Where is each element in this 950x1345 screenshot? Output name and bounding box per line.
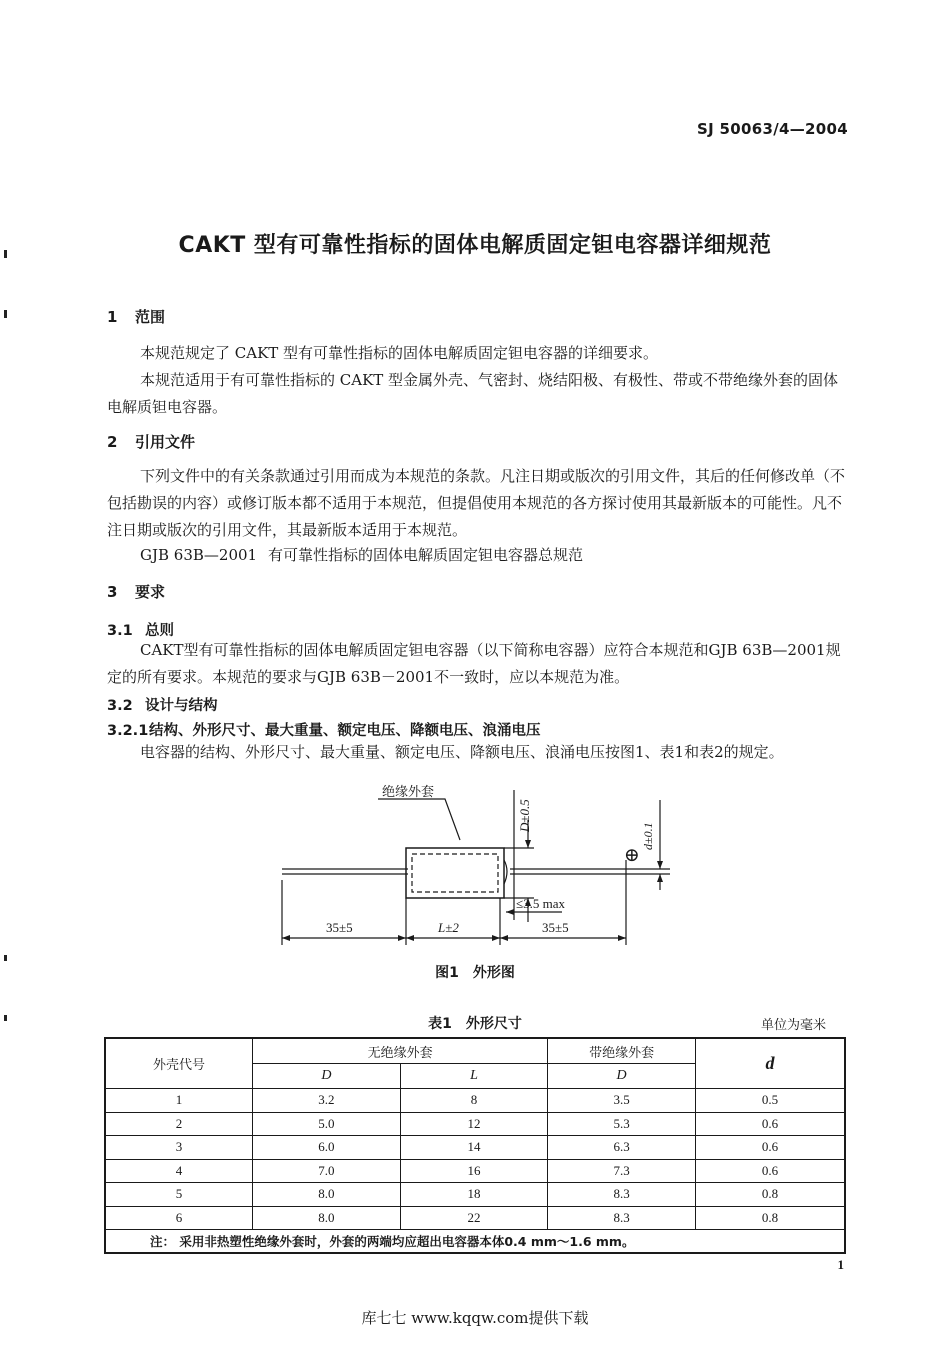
section-title: 设计与结构 bbox=[145, 698, 218, 714]
capacitor-body bbox=[406, 848, 504, 898]
section-title: 引用文件 bbox=[135, 433, 196, 451]
header-with-sleeve: 带绝缘外套 bbox=[548, 1038, 696, 1064]
arrowhead bbox=[657, 874, 663, 882]
table-note-row bbox=[105, 1230, 845, 1254]
header-lead-diameter: d bbox=[695, 1038, 845, 1089]
table-cell: 3.5 bbox=[548, 1089, 696, 1113]
table-row bbox=[105, 1089, 845, 1113]
document-title: CAKT 型有可靠性指标的固体电解质固定钽电容器详细规范 bbox=[178, 233, 772, 258]
table-cell: 0.5 bbox=[695, 1089, 845, 1113]
arrowhead bbox=[506, 909, 514, 915]
arrowhead bbox=[398, 935, 406, 941]
table-unit: 单位为毫米 bbox=[760, 1018, 826, 1033]
sleeve-outline bbox=[412, 854, 498, 892]
table-row bbox=[105, 1112, 845, 1136]
table-cell: 6.0 bbox=[253, 1136, 401, 1160]
section-number: 3.2 bbox=[107, 698, 133, 714]
arrowhead bbox=[500, 935, 508, 941]
table-cell: 5.0 bbox=[253, 1112, 401, 1136]
sleeve-leader-line bbox=[378, 799, 460, 840]
gap-dimension-label: ≤3.5 max bbox=[516, 896, 566, 911]
reference-id: GJB 63B—2001 bbox=[140, 546, 258, 564]
table-cell: 18 bbox=[400, 1183, 548, 1207]
arrowhead bbox=[525, 840, 531, 848]
scan-mark bbox=[4, 955, 7, 961]
paragraph: 电容器的结构、外形尺寸、最大重量、额定电压、降额电压、浪涌电压按图1、表1和表2的规定。 bbox=[140, 743, 784, 761]
body-length-dimension-label: L±2 bbox=[438, 920, 459, 935]
section-title: 总则 bbox=[145, 623, 174, 639]
header-case-code: 外壳代号 bbox=[105, 1038, 253, 1089]
paragraph: CAKT型有可靠性指标的固体电解质固定钽电容器（以下简称电容器）应符合本规范和GJB 63B—2001规定的所有要求。本规范的要求与GJB 63B－2001不一致时，应以本规范为准。 bbox=[107, 641, 841, 686]
table-cell: 0.6 bbox=[695, 1136, 845, 1160]
section-3-2-heading bbox=[107, 694, 218, 715]
section-number: 3 bbox=[107, 583, 118, 601]
table-cell: 8.0 bbox=[253, 1206, 401, 1230]
section-number: 2 bbox=[107, 433, 118, 451]
table-cell: 6.3 bbox=[548, 1136, 696, 1160]
table-note: 注： 采用非热塑性绝缘外套时，外套的两端均应超出电容器本体0.4 mm～1.6 mm。 bbox=[105, 1230, 845, 1254]
table-cell: 4 bbox=[105, 1159, 253, 1183]
table-cell: 8.0 bbox=[253, 1183, 401, 1207]
section-title: 结构、外形尺寸、最大重量、额定电压、降额电压、浪涌电压 bbox=[149, 723, 541, 739]
arrowhead bbox=[282, 935, 290, 941]
header-L: L bbox=[400, 1064, 548, 1089]
polarity-symbol-icon: ⊕ bbox=[624, 845, 640, 866]
table-cell: 5.3 bbox=[548, 1112, 696, 1136]
table-cell: 0.8 bbox=[695, 1206, 845, 1230]
section-3-2-1-heading bbox=[107, 719, 541, 740]
sleeve-label: 绝缘外套 bbox=[382, 784, 435, 799]
figure-caption: 图1 外形图 bbox=[435, 965, 515, 981]
arrowhead bbox=[618, 935, 626, 941]
table-cell: 0.6 bbox=[695, 1112, 845, 1136]
table-cell: 3.2 bbox=[253, 1089, 401, 1113]
outline-drawing bbox=[270, 780, 690, 955]
section-3-2-1-body bbox=[107, 739, 867, 766]
arrowhead bbox=[492, 935, 500, 941]
table-title: 表1 外形尺寸 bbox=[428, 1016, 522, 1032]
table-row bbox=[105, 1159, 845, 1183]
section-title: 要求 bbox=[135, 583, 166, 601]
table-cell: 14 bbox=[400, 1136, 548, 1160]
paragraph: 本规范适用于有可靠性指标的 CAKT 型金属外壳、气密封、烧结阳极、有极性、带或不带绝缘外套的固体电解质钽电容器。 bbox=[107, 371, 839, 416]
header-no-sleeve: 无绝缘外套 bbox=[253, 1038, 548, 1064]
scan-mark bbox=[4, 310, 7, 318]
d-dimension-label: d±0.1 bbox=[641, 822, 655, 850]
section-3-heading bbox=[107, 581, 165, 602]
arrowhead bbox=[657, 861, 663, 869]
section-number: 3.1 bbox=[107, 623, 133, 639]
section-title: 范围 bbox=[135, 308, 166, 326]
table-cell: 7.0 bbox=[253, 1159, 401, 1183]
table-cell: 1 bbox=[105, 1089, 253, 1113]
table-cell: 5 bbox=[105, 1183, 253, 1207]
standard-code: SJ 50063/4—2004 bbox=[697, 120, 848, 138]
reference-entry bbox=[140, 544, 583, 565]
table-cell: 2 bbox=[105, 1112, 253, 1136]
table-cell: 16 bbox=[400, 1159, 548, 1183]
table-row bbox=[105, 1183, 845, 1207]
footer-watermark: 库七七 www.kqqw.com提供下载 bbox=[361, 1309, 589, 1327]
table-cell: 22 bbox=[400, 1206, 548, 1230]
D-dimension-label: D±0.5 bbox=[517, 799, 532, 832]
table-cell: 6 bbox=[105, 1206, 253, 1230]
section-number: 3.2.1 bbox=[107, 723, 149, 739]
table-cell: 8 bbox=[400, 1089, 548, 1113]
paragraph: 下列文件中的有关条款通过引用而成为本规范的条款。凡注日期或版次的引用文件，其后的任何修改单（不包括勘误的内容）或修订版本都不适用于本规范，但提倡使用本规范的各方探讨使用其最新版本的可能性。凡不注日期或版次的引用文件，其最新版本适用于本规范。 bbox=[107, 467, 846, 539]
table-cell: 7.3 bbox=[548, 1159, 696, 1183]
table-cell: 8.3 bbox=[548, 1183, 696, 1207]
section-1-heading bbox=[107, 306, 165, 327]
dimensions-table bbox=[104, 1037, 846, 1254]
table-cell: 3 bbox=[105, 1136, 253, 1160]
right-lead-dimension-label: 35±5 bbox=[542, 920, 569, 935]
section-3-1-body bbox=[107, 637, 847, 691]
section-2-heading bbox=[107, 431, 195, 452]
arrowhead bbox=[406, 935, 414, 941]
table-cell: 0.8 bbox=[695, 1183, 845, 1207]
table-cell: 8.3 bbox=[548, 1206, 696, 1230]
paragraph: 本规范规定了 CAKT 型有可靠性指标的固体电解质固定钽电容器的详细要求。 bbox=[140, 344, 659, 362]
page-number: 1 bbox=[837, 1257, 844, 1272]
header-D-with-sleeve: D bbox=[548, 1064, 696, 1089]
section-number: 1 bbox=[107, 308, 118, 326]
table-row bbox=[105, 1206, 845, 1230]
table-cell: 0.6 bbox=[695, 1159, 845, 1183]
reference-title: 有可靠性指标的固体电解质固定钽电容器总规范 bbox=[268, 546, 584, 564]
section-1-body bbox=[107, 340, 847, 421]
header-D-no-sleeve: D bbox=[253, 1064, 401, 1089]
left-lead-dimension-label: 35±5 bbox=[326, 920, 353, 935]
table-cell: 12 bbox=[400, 1112, 548, 1136]
section-2-body bbox=[107, 463, 847, 544]
table-row bbox=[105, 1136, 845, 1160]
